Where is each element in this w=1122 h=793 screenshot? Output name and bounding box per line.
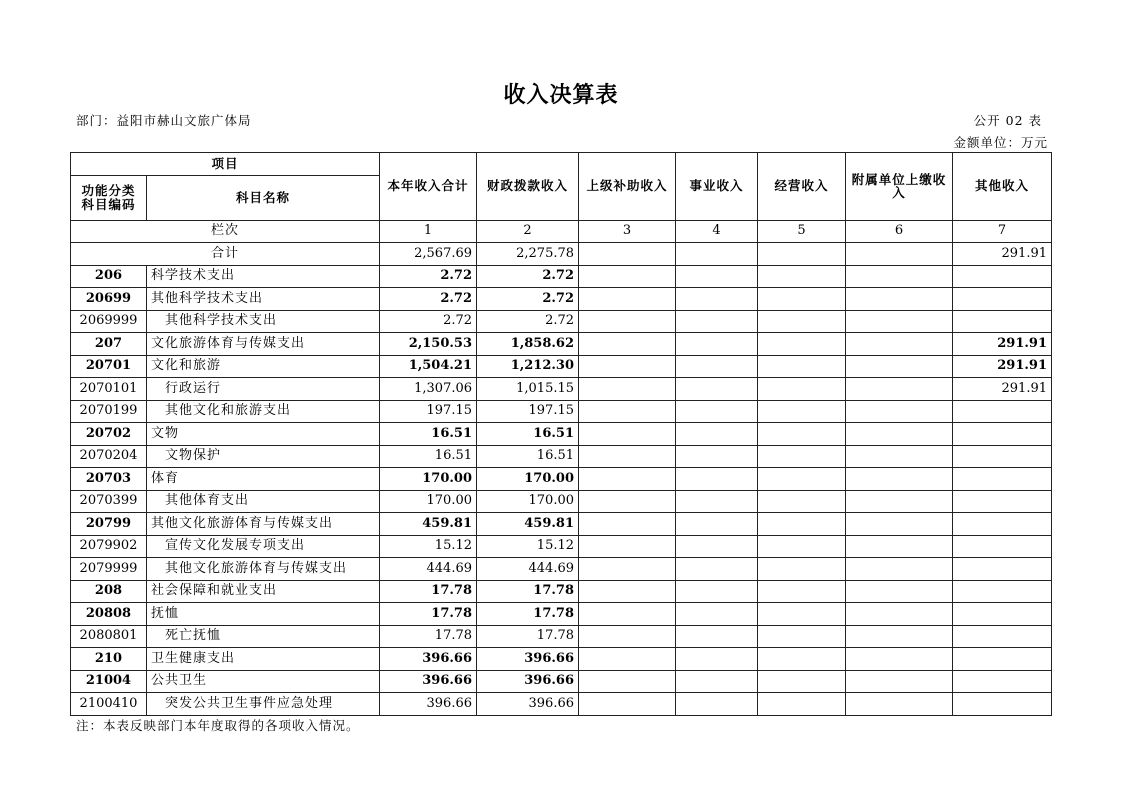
row-fiscal: 1,015.15	[477, 378, 579, 401]
row-total: 2.72	[380, 265, 477, 288]
row-subject-name: 抚恤	[147, 603, 380, 626]
row-superior	[579, 288, 676, 311]
table-row	[71, 648, 1052, 671]
row-subject-name: 其他文化旅游体育与传媒支出	[147, 513, 380, 536]
row-code: 20701	[71, 355, 147, 378]
row-subject-name: 文化和旅游	[147, 355, 380, 378]
column-index: 5	[758, 220, 846, 243]
row-other	[953, 648, 1052, 671]
row-business	[676, 355, 758, 378]
row-code: 208	[71, 580, 147, 603]
row-total: 17.78	[380, 603, 477, 626]
header-subject: 科目名称	[147, 175, 380, 220]
row-code: 2070101	[71, 378, 147, 401]
row-business	[676, 625, 758, 648]
row-affiliated	[846, 468, 953, 491]
row-fiscal: 1,212.30	[477, 355, 579, 378]
row-fiscal: 396.66	[477, 648, 579, 671]
row-operating	[758, 535, 846, 558]
row-affiliated	[846, 648, 953, 671]
row-other	[953, 310, 1052, 333]
row-fiscal: 170.00	[477, 468, 579, 491]
table-row	[71, 580, 1052, 603]
row-operating	[758, 625, 846, 648]
row-total: 170.00	[380, 490, 477, 513]
row-superior	[579, 603, 676, 626]
row-fiscal: 197.15	[477, 400, 579, 423]
row-code: 2070199	[71, 400, 147, 423]
row-fiscal: 16.51	[477, 423, 579, 446]
table-row	[71, 625, 1052, 648]
row-other	[953, 580, 1052, 603]
row-other	[953, 558, 1052, 581]
row-total: 396.66	[380, 693, 477, 716]
row-fiscal: 17.78	[477, 625, 579, 648]
row-affiliated	[846, 693, 953, 716]
row-other	[953, 625, 1052, 648]
row-business	[676, 265, 758, 288]
column-index: 2	[477, 220, 579, 243]
row-code: 207	[71, 333, 147, 356]
row-superior	[579, 490, 676, 513]
row-fiscal: 459.81	[477, 513, 579, 536]
row-business	[676, 535, 758, 558]
department-label: 部门：益阳市赫山文旅广体局	[76, 113, 252, 128]
total-affiliated	[846, 243, 953, 266]
row-subject-name: 其他科学技术支出	[147, 310, 380, 333]
table-row	[71, 558, 1052, 581]
row-operating	[758, 490, 846, 513]
row-affiliated	[846, 603, 953, 626]
header-operating: 经营收入	[758, 153, 846, 221]
row-superior	[579, 513, 676, 536]
row-code: 2079902	[71, 535, 147, 558]
row-operating	[758, 265, 846, 288]
row-business	[676, 603, 758, 626]
row-operating	[758, 400, 846, 423]
row-total: 444.69	[380, 558, 477, 581]
row-code: 2080801	[71, 625, 147, 648]
row-subject-name: 行政运行	[147, 378, 380, 401]
row-affiliated	[846, 490, 953, 513]
row-fiscal: 16.51	[477, 445, 579, 468]
row-fiscal: 17.78	[477, 580, 579, 603]
row-affiliated	[846, 423, 953, 446]
amount-unit: 金额单位：万元	[953, 135, 1048, 150]
row-business	[676, 445, 758, 468]
row-superior	[579, 693, 676, 716]
table-row	[71, 288, 1052, 311]
row-business	[676, 490, 758, 513]
row-fiscal: 170.00	[477, 490, 579, 513]
total-label: 合计	[71, 243, 380, 266]
page-title: 收入决算表	[503, 83, 619, 108]
row-affiliated	[846, 378, 953, 401]
row-operating	[758, 445, 846, 468]
row-business	[676, 423, 758, 446]
row-total: 170.00	[380, 468, 477, 491]
row-superior	[579, 400, 676, 423]
row-affiliated	[846, 265, 953, 288]
row-total: 15.12	[380, 535, 477, 558]
column-index: 1	[380, 220, 477, 243]
row-other: 291.91	[953, 378, 1052, 401]
row-superior	[579, 378, 676, 401]
row-total: 2.72	[380, 310, 477, 333]
row-affiliated	[846, 625, 953, 648]
row-code: 2069999	[71, 310, 147, 333]
row-operating	[758, 468, 846, 491]
row-operating	[758, 558, 846, 581]
row-operating	[758, 288, 846, 311]
row-other	[953, 288, 1052, 311]
row-operating	[758, 580, 846, 603]
table-row	[71, 423, 1052, 446]
column-index: 7	[953, 220, 1052, 243]
row-business	[676, 670, 758, 693]
row-subject-name: 文化旅游体育与传媒支出	[147, 333, 380, 356]
row-subject-name: 体育	[147, 468, 380, 491]
row-business	[676, 310, 758, 333]
row-business	[676, 400, 758, 423]
row-total: 396.66	[380, 648, 477, 671]
row-fiscal: 396.66	[477, 693, 579, 716]
table-row	[71, 265, 1052, 288]
footnote: 注：本表反映部门本年度取得的各项收入情况。	[76, 718, 360, 733]
row-subject-name: 宣传文化发展专项支出	[147, 535, 380, 558]
row-operating	[758, 670, 846, 693]
total-other: 291.91	[953, 243, 1052, 266]
row-total: 396.66	[380, 670, 477, 693]
row-subject-name: 社会保障和就业支出	[147, 580, 380, 603]
table-row	[71, 468, 1052, 491]
row-superior	[579, 333, 676, 356]
row-total: 197.15	[380, 400, 477, 423]
row-other	[953, 423, 1052, 446]
row-superior	[579, 355, 676, 378]
row-affiliated	[846, 670, 953, 693]
row-code: 2070399	[71, 490, 147, 513]
table-row	[71, 445, 1052, 468]
row-subject-name: 公共卫生	[147, 670, 380, 693]
row-total: 459.81	[380, 513, 477, 536]
row-operating	[758, 355, 846, 378]
row-code: 20702	[71, 423, 147, 446]
row-code: 20699	[71, 288, 147, 311]
row-total: 16.51	[380, 423, 477, 446]
row-superior	[579, 423, 676, 446]
row-business	[676, 513, 758, 536]
row-operating	[758, 693, 846, 716]
row-superior	[579, 580, 676, 603]
row-business	[676, 580, 758, 603]
row-subject-name: 突发公共卫生事件应急处理	[147, 693, 380, 716]
row-business	[676, 693, 758, 716]
row-operating	[758, 423, 846, 446]
row-code: 206	[71, 265, 147, 288]
row-code: 2070204	[71, 445, 147, 468]
row-operating	[758, 603, 846, 626]
header-business: 事业收入	[676, 153, 758, 221]
row-fiscal: 2.72	[477, 265, 579, 288]
header-superior: 上级补助收入	[579, 153, 676, 221]
row-affiliated	[846, 580, 953, 603]
row-superior	[579, 445, 676, 468]
table-row	[71, 490, 1052, 513]
table-row	[71, 310, 1052, 333]
table-row	[71, 535, 1052, 558]
total-business	[676, 243, 758, 266]
row-superior	[579, 670, 676, 693]
row-fiscal: 444.69	[477, 558, 579, 581]
column-index: 4	[676, 220, 758, 243]
row-other	[953, 445, 1052, 468]
table-row	[71, 378, 1052, 401]
row-fiscal: 2.72	[477, 310, 579, 333]
row-total: 1,307.06	[380, 378, 477, 401]
row-other	[953, 265, 1052, 288]
row-code: 2079999	[71, 558, 147, 581]
row-business	[676, 558, 758, 581]
row-affiliated	[846, 535, 953, 558]
row-other	[953, 490, 1052, 513]
row-fiscal: 1,858.62	[477, 333, 579, 356]
row-superior	[579, 535, 676, 558]
table-row	[71, 355, 1052, 378]
row-subject-name: 文物保护	[147, 445, 380, 468]
row-other	[953, 603, 1052, 626]
row-other	[953, 670, 1052, 693]
row-superior	[579, 468, 676, 491]
row-other	[953, 535, 1052, 558]
row-total: 17.78	[380, 580, 477, 603]
row-superior	[579, 558, 676, 581]
row-affiliated	[846, 310, 953, 333]
row-other: 291.91	[953, 355, 1052, 378]
row-subject-name: 其他文化旅游体育与传媒支出	[147, 558, 380, 581]
row-total: 1,504.21	[380, 355, 477, 378]
row-affiliated	[846, 288, 953, 311]
row-business	[676, 378, 758, 401]
header-fiscal: 财政拨款收入	[477, 153, 579, 221]
row-total: 16.51	[380, 445, 477, 468]
table-row	[71, 603, 1052, 626]
header-other: 其他收入	[953, 153, 1052, 221]
column-index: 3	[579, 220, 676, 243]
total-fiscal: 2,275.78	[477, 243, 579, 266]
row-superior	[579, 310, 676, 333]
row-operating	[758, 310, 846, 333]
row-subject-name: 死亡抚恤	[147, 625, 380, 648]
row-other	[953, 400, 1052, 423]
row-code: 20808	[71, 603, 147, 626]
row-affiliated	[846, 513, 953, 536]
row-superior	[579, 648, 676, 671]
row-business	[676, 468, 758, 491]
table-row	[71, 400, 1052, 423]
row-operating	[758, 513, 846, 536]
row-total: 17.78	[380, 625, 477, 648]
income-table	[70, 152, 1052, 716]
row-affiliated	[846, 558, 953, 581]
total-amount: 2,567.69	[380, 243, 477, 266]
row-subject-name: 卫生健康支出	[147, 648, 380, 671]
row-code: 20703	[71, 468, 147, 491]
row-superior	[579, 265, 676, 288]
total-operating	[758, 243, 846, 266]
row-business	[676, 333, 758, 356]
row-code: 20799	[71, 513, 147, 536]
row-fiscal: 15.12	[477, 535, 579, 558]
row-code: 21004	[71, 670, 147, 693]
column-index-label: 栏次	[71, 220, 380, 243]
row-total: 2,150.53	[380, 333, 477, 356]
row-business	[676, 648, 758, 671]
row-fiscal: 2.72	[477, 288, 579, 311]
row-subject-name: 科学技术支出	[147, 265, 380, 288]
row-operating	[758, 378, 846, 401]
row-total: 2.72	[380, 288, 477, 311]
row-subject-name: 其他文化和旅游支出	[147, 400, 380, 423]
table-row	[71, 670, 1052, 693]
row-other	[953, 513, 1052, 536]
row-other	[953, 468, 1052, 491]
table-row	[71, 693, 1052, 716]
header-item: 项目	[71, 153, 380, 176]
header-affiliated: 附属单位上缴收入	[846, 153, 953, 221]
row-affiliated	[846, 355, 953, 378]
total-superior	[579, 243, 676, 266]
header-code: 功能分类科目编码	[71, 175, 147, 220]
row-other	[953, 693, 1052, 716]
row-affiliated	[846, 445, 953, 468]
row-operating	[758, 333, 846, 356]
row-affiliated	[846, 400, 953, 423]
row-subject-name: 其他体育支出	[147, 490, 380, 513]
header-total: 本年收入合计	[380, 153, 477, 221]
row-fiscal: 396.66	[477, 670, 579, 693]
table-row	[71, 333, 1052, 356]
row-other: 291.91	[953, 333, 1052, 356]
row-fiscal: 17.78	[477, 603, 579, 626]
row-subject-name: 文物	[147, 423, 380, 446]
row-operating	[758, 648, 846, 671]
row-superior	[579, 625, 676, 648]
row-business	[676, 288, 758, 311]
row-code: 210	[71, 648, 147, 671]
row-code: 2100410	[71, 693, 147, 716]
form-number: 公开 02 表	[973, 113, 1042, 128]
row-affiliated	[846, 333, 953, 356]
row-subject-name: 其他科学技术支出	[147, 288, 380, 311]
column-index: 6	[846, 220, 953, 243]
table-row	[71, 513, 1052, 536]
total-row	[71, 243, 1052, 266]
